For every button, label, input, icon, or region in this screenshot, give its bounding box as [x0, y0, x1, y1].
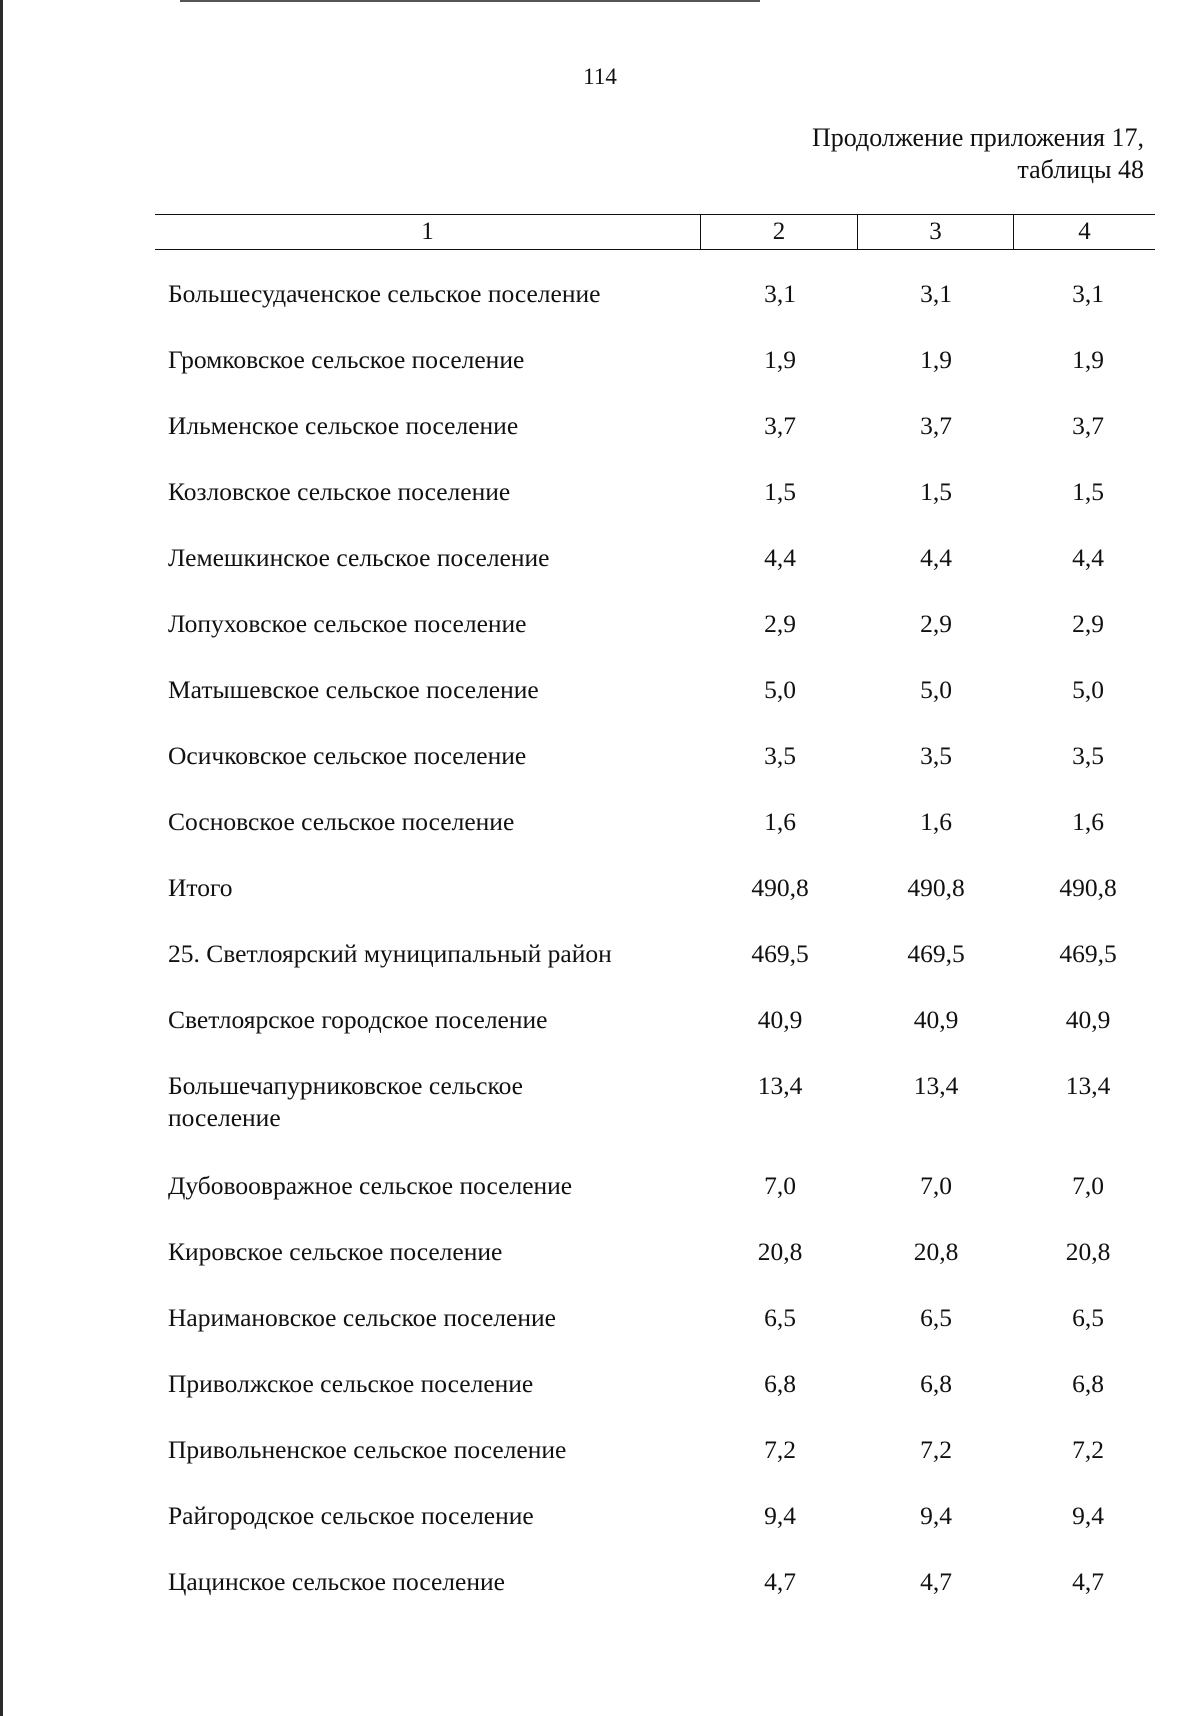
table-row	[0, 1062, 1200, 1162]
table-row	[0, 1492, 1200, 1558]
row-value-col2: 1,9	[764, 345, 796, 374]
table-row	[0, 270, 1200, 336]
row-value-col2: 13,4	[757, 1071, 803, 1100]
row-value-col3: 13,4	[913, 1071, 959, 1100]
row-value-col2: 5,0	[764, 675, 796, 704]
row-value-col3: 40,9	[913, 1005, 959, 1034]
row-value-col3: 1,5	[920, 477, 952, 506]
row-value-col3: 4,7	[920, 1567, 952, 1596]
row-name: Дубовоовражное сельское поселение	[168, 1171, 573, 1200]
row-value-col3: 4,4	[920, 543, 952, 572]
row-value-col2: 6,8	[764, 1369, 796, 1398]
row-value-col4: 3,5	[1072, 741, 1104, 770]
row-name: Привольненское сельское поселение	[168, 1435, 567, 1464]
row-value-col2: 1,5	[764, 477, 796, 506]
row-name: Светлоярское городское поселение	[168, 1005, 548, 1034]
row-value-col4: 7,0	[1072, 1171, 1104, 1200]
row-value-col4: 4,7	[1072, 1567, 1104, 1596]
row-name: Приволжское сельское поселение	[168, 1369, 534, 1398]
table-row	[0, 1162, 1200, 1228]
row-value-col3: 3,1	[920, 279, 952, 308]
table-row-total	[0, 864, 1200, 930]
table-row	[0, 732, 1200, 798]
column-header-3: 3	[858, 215, 1014, 249]
row-value-col4: 40,9	[1065, 1005, 1111, 1034]
row-value-col3: 7,0	[920, 1171, 952, 1200]
table-row	[0, 1228, 1200, 1294]
row-value-col2: 20,8	[757, 1237, 803, 1266]
row-value-col2: 4,4	[764, 543, 796, 572]
row-value-col2: 1,6	[764, 807, 796, 836]
row-value-col3: 490,8	[907, 873, 965, 902]
table-header	[155, 214, 1155, 250]
column-header-4: 4	[1078, 218, 1091, 245]
row-value-col2: 2,9	[764, 609, 796, 638]
row-value-col2: 7,2	[764, 1435, 796, 1464]
row-name: Громковское сельское поселение	[168, 345, 525, 374]
row-value-col2: 4,7	[764, 1567, 796, 1596]
row-name: 25. Светлоярский муниципальный район	[168, 939, 612, 968]
row-name: Ильменское сельское поселение	[168, 411, 519, 440]
table-row	[0, 1294, 1200, 1360]
row-value-col4: 7,2	[1072, 1435, 1104, 1464]
row-value-col4: 4,4	[1072, 543, 1104, 572]
row-name: Наримановское сельское поселение	[168, 1303, 556, 1332]
row-value-col4: 490,8	[1059, 873, 1117, 902]
table-row	[0, 1558, 1200, 1624]
row-value-col4: 6,5	[1072, 1303, 1104, 1332]
page-number: 114	[583, 64, 617, 89]
row-name: Осичковское сельское поселение	[168, 741, 527, 770]
row-value-col2: 3,5	[764, 741, 796, 770]
row-value-col3: 20,8	[913, 1237, 959, 1266]
row-name: Матышевское сельское поселение	[168, 675, 539, 704]
row-value-col3: 6,8	[920, 1369, 952, 1398]
row-value-col3: 7,2	[920, 1435, 952, 1464]
row-value-col4: 20,8	[1065, 1237, 1111, 1266]
table-row	[0, 402, 1200, 468]
row-value-col3: 1,6	[920, 807, 952, 836]
row-value-col2: 40,9	[757, 1005, 803, 1034]
row-name: Райгородское сельское поселение	[168, 1501, 534, 1530]
row-value-col3: 469,5	[907, 939, 965, 968]
row-name: Большечапурниковское сельское поселение	[168, 1071, 523, 1132]
continuation-note	[812, 122, 1144, 186]
row-value-col3: 5,0	[920, 675, 952, 704]
row-name: Лемешкинское сельское поселение	[168, 543, 550, 572]
row-value-col3: 3,7	[920, 411, 952, 440]
table-row	[0, 1360, 1200, 1426]
row-value-col4: 9,4	[1072, 1501, 1104, 1530]
table-row	[0, 1426, 1200, 1492]
table-row	[0, 600, 1200, 666]
row-name: Цацинское сельское поселение	[168, 1567, 505, 1596]
row-value-col3: 1,9	[920, 345, 952, 374]
row-value-col3: 3,5	[920, 741, 952, 770]
row-value-col4: 6,8	[1072, 1369, 1104, 1398]
row-value-col2: 9,4	[764, 1501, 796, 1530]
row-value-col4: 1,6	[1072, 807, 1104, 836]
row-name: Лопуховское сельское поселение	[168, 609, 527, 638]
row-value-col2: 490,8	[751, 873, 809, 902]
row-name: Большесудаченское сельское поселение	[168, 279, 601, 308]
row-value-col4: 13,4	[1065, 1071, 1111, 1100]
row-value-col3: 2,9	[920, 609, 952, 638]
row-value-col4: 3,7	[1072, 411, 1104, 440]
row-name: Козловское сельское поселение	[168, 477, 511, 506]
table-body	[0, 270, 1200, 1624]
row-value-col2: 3,7	[764, 411, 796, 440]
row-name: Кировское сельское поселение	[168, 1237, 503, 1266]
row-value-col3: 9,4	[920, 1501, 952, 1530]
continuation-line-1: Продолжение приложения 17,	[811, 123, 1144, 152]
row-value-col4: 3,1	[1072, 279, 1104, 308]
continuation-line-2: таблицы 48	[1017, 155, 1144, 184]
scan-edge-top	[180, 0, 760, 2]
row-value-col4: 1,5	[1072, 477, 1104, 506]
row-value-col4: 469,5	[1059, 939, 1117, 968]
table-row	[0, 996, 1200, 1062]
table-row	[0, 534, 1200, 600]
row-value-col4: 2,9	[1072, 609, 1104, 638]
table-row	[0, 468, 1200, 534]
table-row	[0, 666, 1200, 732]
row-value-col4: 1,9	[1072, 345, 1104, 374]
row-value-col2: 469,5	[751, 939, 809, 968]
row-name: Итого	[168, 873, 233, 902]
table-row	[0, 336, 1200, 402]
row-value-col3: 6,5	[920, 1303, 952, 1332]
row-value-col4: 5,0	[1072, 675, 1104, 704]
row-value-col2: 3,1	[764, 279, 796, 308]
table-row	[0, 798, 1200, 864]
row-value-col2: 6,5	[764, 1303, 796, 1332]
column-header-2: 2	[701, 215, 858, 249]
row-value-col2: 7,0	[764, 1171, 796, 1200]
row-name: Сосновское сельское поселение	[168, 807, 515, 836]
column-header-1: 1	[155, 215, 701, 249]
table-row-district	[0, 930, 1200, 996]
